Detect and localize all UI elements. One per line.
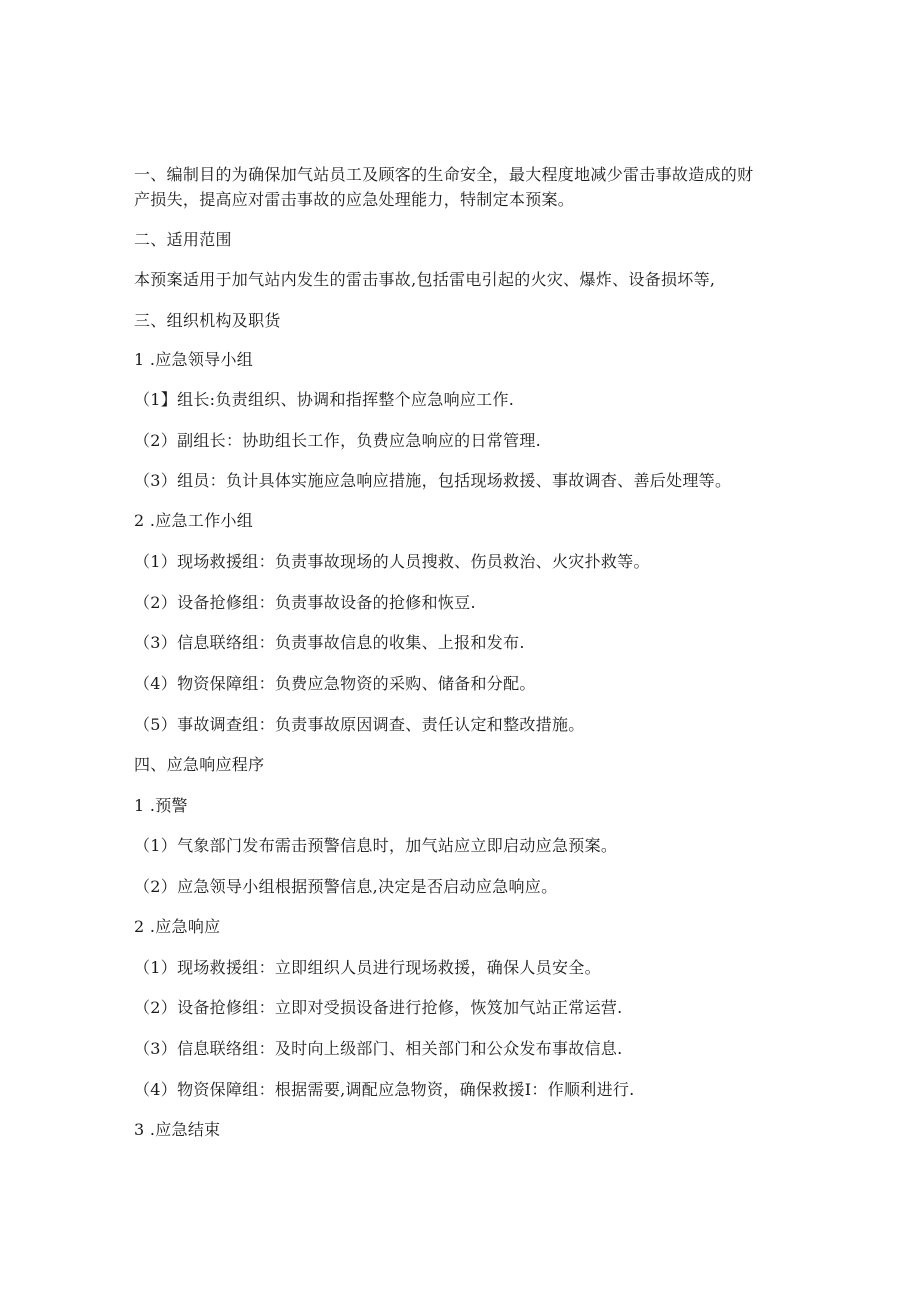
list-item-response-rescue: （1）现场救援组：立即组织人员进行现场救援，确保人员安全。 xyxy=(134,958,601,977)
list-item-deputy-leader: （2）副组长：协助组长工作，负费应急响应的日常管理. xyxy=(134,431,542,450)
list-item-leadership-decision: （2）应急领导小组根据预警信息,决定是否启动应急响应。 xyxy=(134,877,558,896)
section-heading-organization: 三、组织机构及职货 xyxy=(134,311,281,330)
list-item-repair-team: （2）设备抢修组：负责事故设备的抢修和恢豆. xyxy=(134,593,476,612)
list-item-response-liaison: （3）信息联络组：及时向上级部门、相关部门和公众发布事故信息. xyxy=(134,1039,623,1058)
purpose-paragraph-line-1: 一、编制目的为确保加气站员工及顾客的生命安全，最大程度地减少雷击事故造成的财 xyxy=(134,165,754,184)
list-item-supply-team: （4）物资保障组：负费应急物资的采购、储备和分配。 xyxy=(134,674,536,693)
list-item-weather-warning: （1）气象部门发布需击预警信息时，加气站应立即启动应急预案。 xyxy=(134,836,618,855)
section-heading-scope: 二、适用范围 xyxy=(134,230,232,249)
purpose-paragraph-line-2: 产损失，提高应对雷击事故的应急处理能力，特制定本预案。 xyxy=(134,190,575,209)
scope-paragraph: 本预案适用于加气站内发生的雷击事故,包括雷电引起的火灾、爆炸、设备损坏等, xyxy=(134,270,716,289)
list-item-rescue-team: （1）现场救援组：负责事故现场的人员搜救、伤员救治、火灾扑救等。 xyxy=(134,552,650,571)
subheading-warning: 1 .预警 xyxy=(134,796,188,815)
list-item-response-repair: （2）设备抢修组：立即对受损设备进行抢修，恢笈加气站正常运营. xyxy=(134,998,623,1017)
subheading-emergency-response: 2 .应急响应 xyxy=(134,917,221,936)
subheading-emergency-end: 3 .应急结束 xyxy=(134,1120,221,1139)
list-item-response-supply: （4）物资保障组：根据需要,调配应急物资，确保救援I：作顺利进行. xyxy=(134,1080,635,1099)
list-item-leader: （1】组长:负责组织、协调和指挥整个应急响应工作. xyxy=(134,390,515,409)
subheading-working-group: 2 .应急工作小组 xyxy=(134,511,254,530)
subheading-leadership-group: 1 .应急领导小组 xyxy=(134,350,254,369)
section-heading-response-procedure: 四、应急响应程序 xyxy=(134,755,265,774)
list-item-investigation-team: （5）事故调查组：负责事故原因调查、责任认定和整改措施。 xyxy=(134,715,585,734)
list-item-liaison-team: （3）信息联络组：负责事故信息的收集、上报和发布. xyxy=(134,633,525,652)
list-item-members: （3）组员：负计具体实施应急响应措施，包括现场救援、事故调杳、善后处理等。 xyxy=(134,471,732,490)
